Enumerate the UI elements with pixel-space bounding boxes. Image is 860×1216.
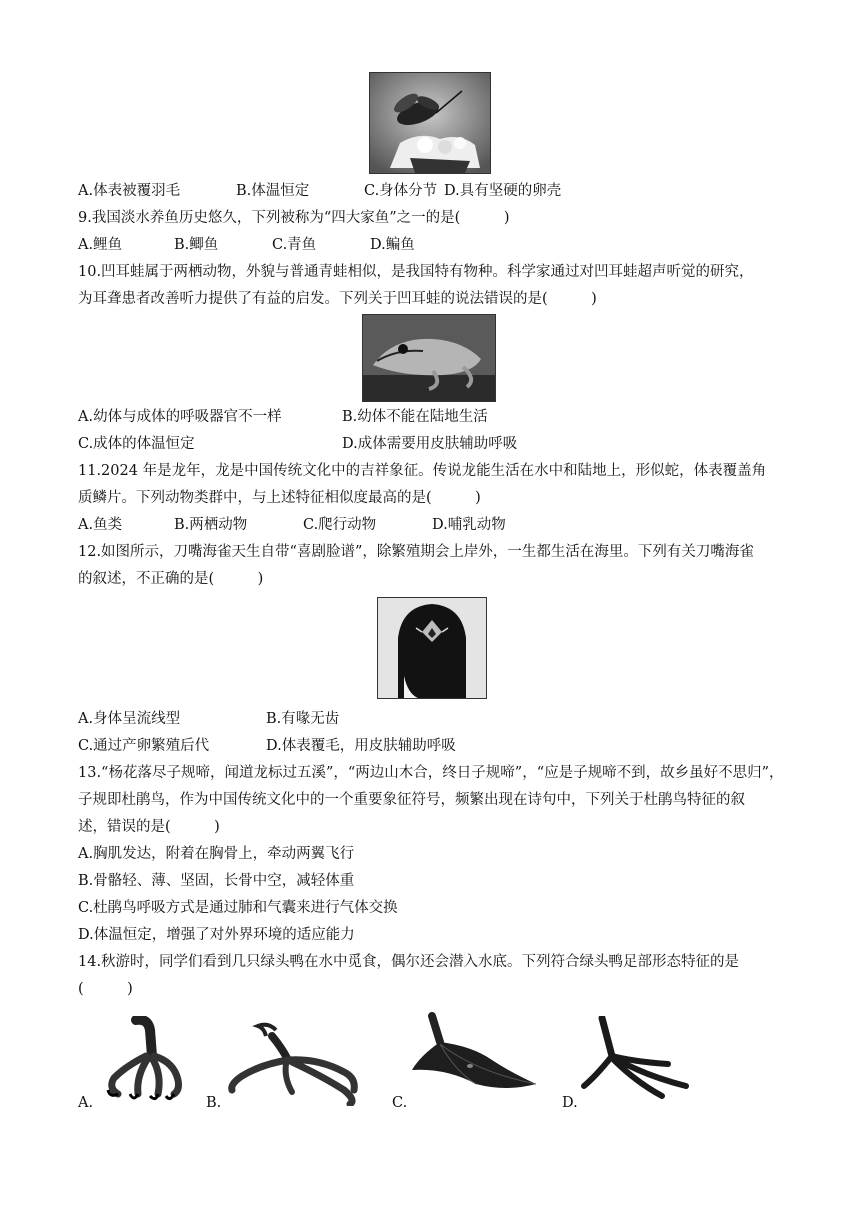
q14-stem-line-2: ( ) bbox=[78, 981, 133, 997]
q13-option-b: B.骨骼轻、薄、坚固，长骨中空，减轻体重 bbox=[78, 873, 355, 889]
q9-option-b: B.鲫鱼 bbox=[174, 237, 219, 253]
q9-option-c: C.青鱼 bbox=[272, 237, 317, 253]
q13-stem-line-2: 子规即杜鹃鸟，作为中国传统文化中的一个重要象征符号，频繁出现在诗句中，下列关于杜鹃鸟特征的叙 bbox=[78, 792, 745, 808]
q9-option-a: A.鲤鱼 bbox=[78, 237, 123, 253]
q13-option-a: A.胸肌发达，附着在胸骨上，牵动两翼飞行 bbox=[78, 846, 355, 862]
raptor-talon-image bbox=[96, 1016, 188, 1102]
q12-stem-line-2: 的叙述，不正确的是( ) bbox=[78, 571, 264, 587]
q14-option-a: A. bbox=[78, 1095, 94, 1111]
q8-option-b: B.体温恒定 bbox=[236, 183, 310, 199]
q14-stem-line-1: 14.秋游时，同学们看到几只绿头鸭在水中觅食，偶尔还会潜入水底。下列符合绿头鸭足部形态特征的是 bbox=[78, 954, 740, 970]
q12-option-c: C.通过产卵繁殖后代 bbox=[78, 738, 210, 754]
q13-option-c: C.杜鹃鸟呼吸方式是通过肺和气囊来进行气体交换 bbox=[78, 900, 398, 916]
frog-image bbox=[362, 314, 496, 402]
q13-stem-line-3: 述，错误的是( ) bbox=[78, 819, 220, 835]
webbed-foot-image bbox=[406, 1012, 540, 1096]
q12-option-a: A.身体呈流线型 bbox=[78, 711, 181, 727]
q14-option-c: C. bbox=[392, 1095, 408, 1111]
q10-option-d: D.成体需要用皮肤辅助呼吸 bbox=[342, 436, 518, 452]
q12-option-d: D.体表覆毛，用皮肤辅助呼吸 bbox=[266, 738, 456, 754]
q9-option-d: D.鳊鱼 bbox=[370, 237, 415, 253]
q8-option-d: D.具有坚硬的卵壳 bbox=[444, 183, 562, 199]
q12-stem-line-1: 12.如图所示，刀嘴海雀天生自带“喜剧脸谱”，除繁殖期会上岸外，一生都生活在海里。下列有关刀嘴海雀 bbox=[78, 544, 754, 560]
q12-option-b: B.有喙无齿 bbox=[266, 711, 340, 727]
q9-stem: 9.我国淡水养鱼历史悠久，下列被称为“四大家鱼”之一的是( ) bbox=[78, 210, 510, 226]
q11-stem-line-1: 11.2024 年是龙年，龙是中国传统文化中的吉祥象征。传说龙能生活在水中和陆地上，形似蛇，体表覆盖角 bbox=[78, 463, 767, 479]
q13-stem-line-1: 13.“杨花落尽子规啼，闻道龙标过五溪”，“两边山木合，终日子规啼”，“应是子规啼不到，故乡虽好不思归”， bbox=[78, 765, 784, 781]
q11-stem-line-2: 质鳞片。下列动物类群中，与上述特征相似度最高的是( ) bbox=[78, 490, 481, 506]
q14-option-b: B. bbox=[206, 1095, 222, 1111]
q10-option-a: A.幼体与成体的呼吸器官不一样 bbox=[78, 409, 282, 425]
q8-option-c: C.身体分节 bbox=[364, 183, 438, 199]
q13-option-d: D.体温恒定，增强了对外界环境的适应能力 bbox=[78, 927, 355, 943]
q10-option-b: B.幼体不能在陆地生活 bbox=[342, 409, 488, 425]
q11-option-c: C.爬行动物 bbox=[303, 517, 377, 533]
q10-stem-line-2: 为耳聋患者改善听力提供了有益的启发。下列关于凹耳蛙的说法错误的是( ) bbox=[78, 291, 597, 307]
q10-option-c: C.成体的体温恒定 bbox=[78, 436, 195, 452]
q10-stem-line-1: 10.凹耳蛙属于两栖动物，外貌与普通青蛙相似，是我国特有物种。科学家通过对凹耳蛙超声听觉的研究， bbox=[78, 264, 754, 280]
moth-on-flower-image bbox=[369, 72, 491, 174]
razorbill-image bbox=[377, 597, 487, 699]
q11-option-d: D.哺乳动物 bbox=[432, 517, 506, 533]
wading-bird-foot-image bbox=[576, 1016, 702, 1104]
climbing-foot-image bbox=[222, 1018, 364, 1106]
q11-option-b: B.两栖动物 bbox=[174, 517, 248, 533]
q11-option-a: A.鱼类 bbox=[78, 517, 123, 533]
q14-option-d: D. bbox=[562, 1095, 578, 1111]
q8-option-a: A.体表被覆羽毛 bbox=[78, 183, 181, 199]
